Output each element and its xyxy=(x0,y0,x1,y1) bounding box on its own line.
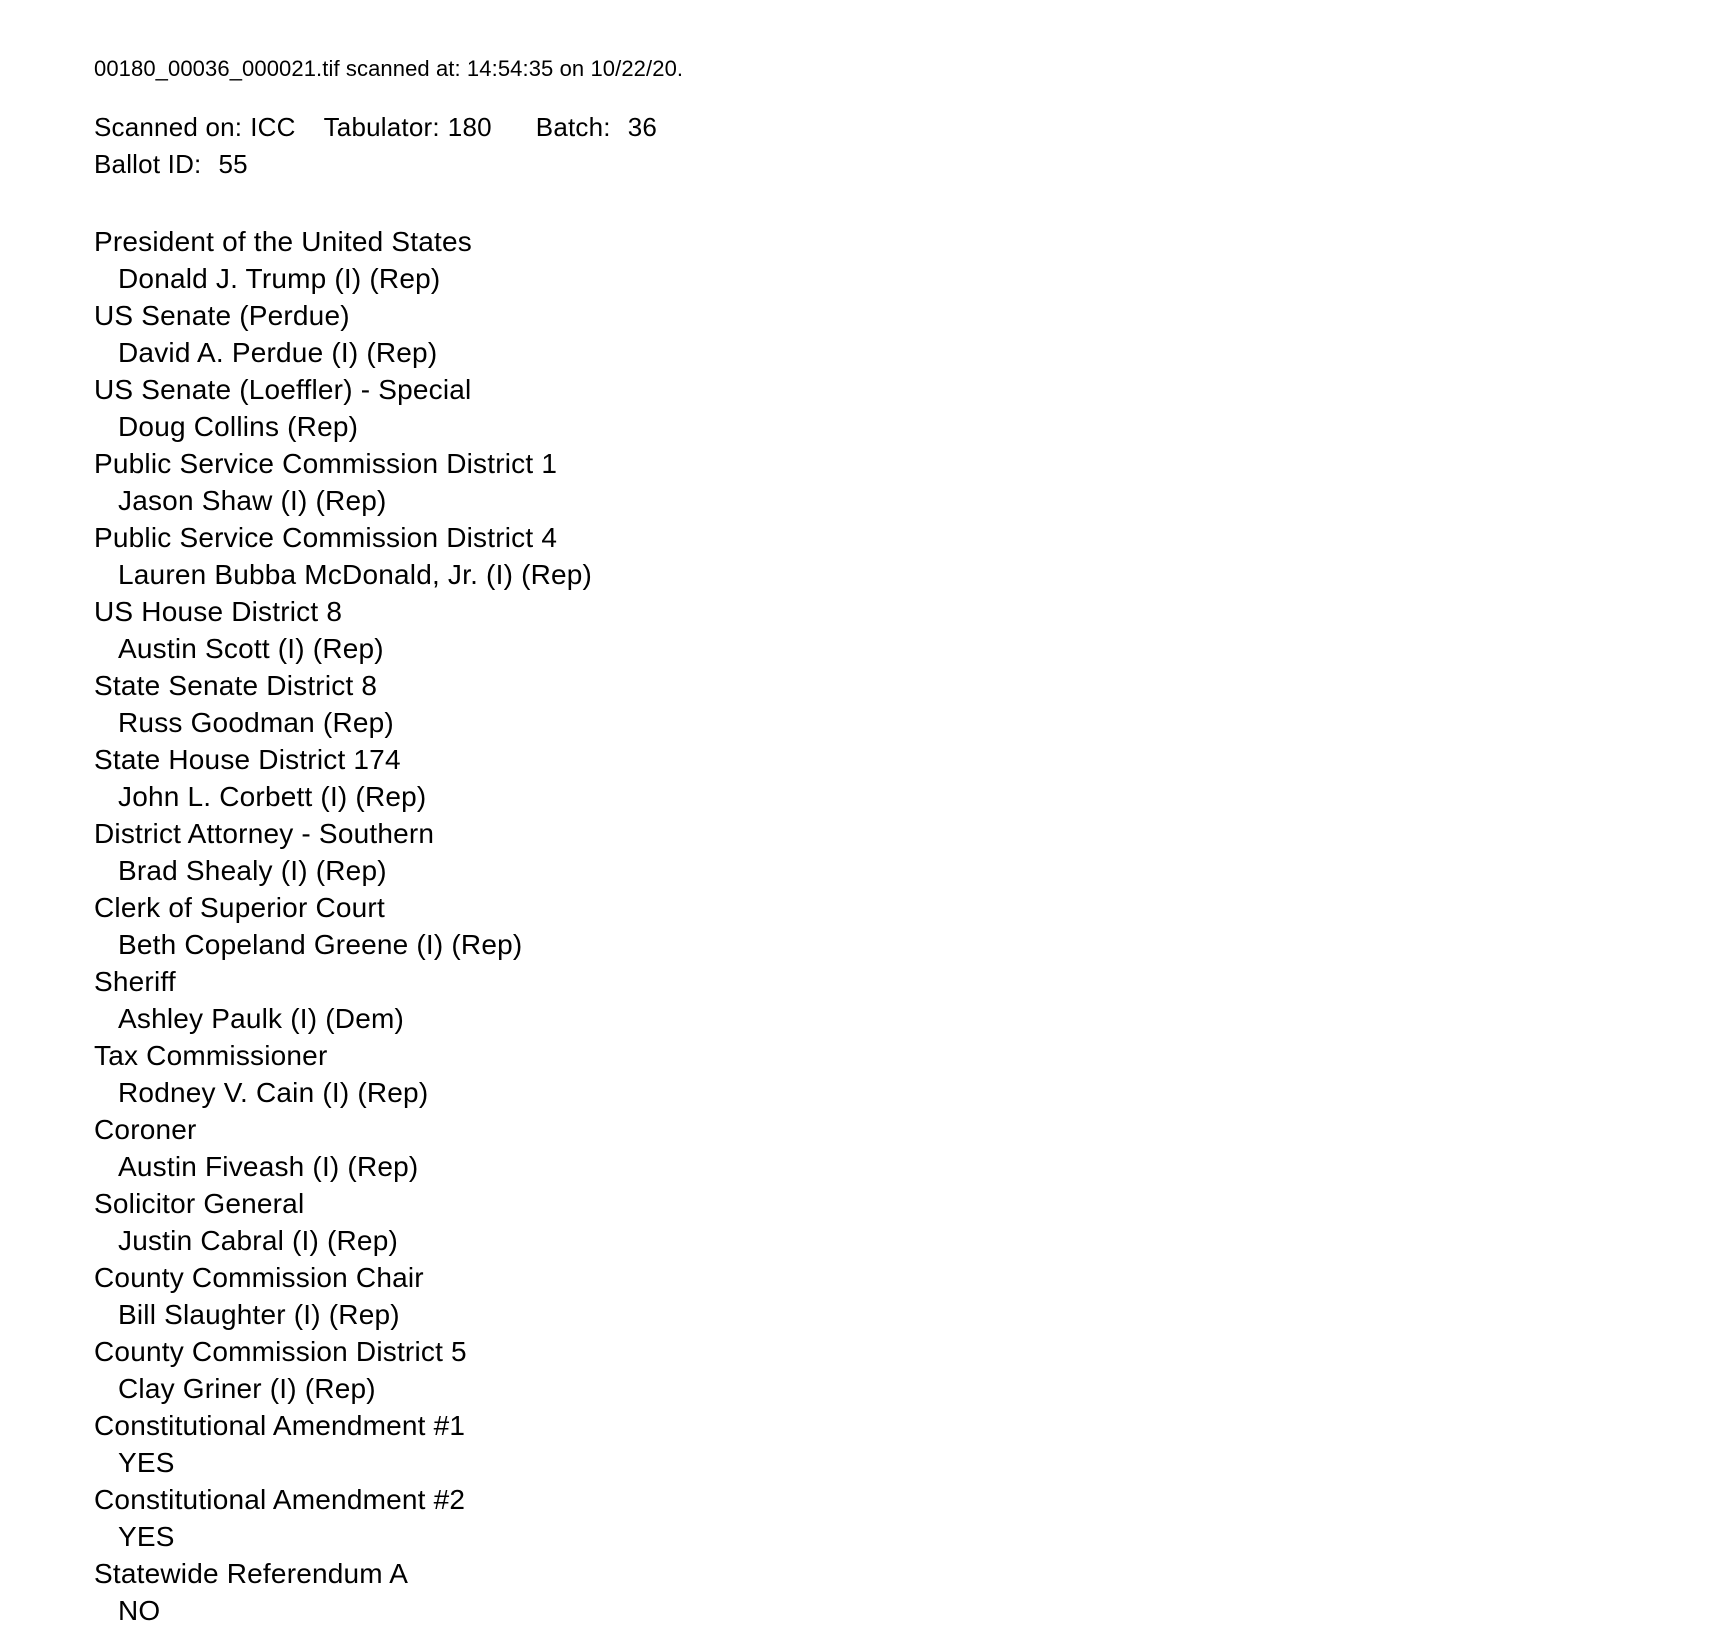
contest-title: Solicitor General xyxy=(94,1188,305,1219)
scanned-on-label: Scanned on: xyxy=(94,112,243,142)
batch-label: Batch: xyxy=(535,112,611,142)
contest-title: President of the United States xyxy=(94,226,472,257)
contest-selection: Lauren Bubba McDonald, Jr. (I) (Rep) xyxy=(118,559,593,590)
ballot-id-value: 55 xyxy=(218,149,248,179)
tabulator-value: 180 xyxy=(447,112,492,142)
contest-title: District Attorney - Southern xyxy=(94,818,435,849)
contest-title: State Senate District 8 xyxy=(94,670,378,701)
contest-title: Public Service Commission District 1 xyxy=(94,448,558,479)
contest-selection: Doug Collins (Rep) xyxy=(118,411,359,442)
contest-title: State House District 174 xyxy=(94,744,401,775)
contest-title: US Senate (Loeffler) - Special xyxy=(94,374,472,405)
batch-value: 36 xyxy=(627,112,658,142)
contest-selection: David A. Perdue (I) (Rep) xyxy=(118,337,438,368)
contest-title: Tax Commissioner xyxy=(94,1040,328,1071)
contest-title: Constitutional Amendment #2 xyxy=(94,1484,466,1515)
scanned-on-value: ICC xyxy=(250,112,296,142)
ballot-id-label: Ballot ID: xyxy=(94,149,202,179)
contest-selection: Austin Scott (I) (Rep) xyxy=(118,633,384,664)
contest-title: County Commission District 5 xyxy=(94,1336,467,1367)
ballot-id-line xyxy=(94,146,1689,183)
contest-selection: Russ Goodman (Rep) xyxy=(118,707,394,738)
contest-title: Sheriff xyxy=(94,966,176,997)
contest-title: Statewide Referendum A xyxy=(94,1558,409,1589)
contest-selection: Clay Griner (I) (Rep) xyxy=(118,1373,376,1404)
contest-selection: Beth Copeland Greene (I) (Rep) xyxy=(118,929,523,960)
contest-selection: Ashley Paulk (I) (Dem) xyxy=(118,1003,405,1034)
contest-title: Clerk of Superior Court xyxy=(94,892,385,923)
scan-filename-line: 00180_00036_000021.tif scanned at: 14:54:35 on 10/22/20. xyxy=(94,56,684,81)
contest-selection: Bill Slaughter (I) (Rep) xyxy=(118,1299,400,1330)
contest-list xyxy=(94,223,1689,1629)
contest-title: County Commission Chair xyxy=(94,1262,424,1293)
contest-selection: Austin Fiveash (I) (Rep) xyxy=(118,1151,419,1182)
contest-title: US House District 8 xyxy=(94,596,343,627)
scanned-on-pair xyxy=(94,112,296,142)
contest-title: US Senate (Perdue) xyxy=(94,300,350,331)
contest-title: Coroner xyxy=(94,1114,197,1145)
contest-title: Public Service Commission District 4 xyxy=(94,522,558,553)
contest-selection: Donald J. Trump (I) (Rep) xyxy=(118,263,441,294)
contest-selection: NO xyxy=(118,1595,161,1626)
tabulator-label: Tabulator: xyxy=(323,112,440,142)
report-content xyxy=(94,50,1689,1629)
scanner-info-line xyxy=(94,109,1689,146)
contest-selection: Rodney V. Cain (I) (Rep) xyxy=(118,1077,429,1108)
contest-selection: YES xyxy=(118,1447,175,1478)
contest-selection: Brad Shealy (I) (Rep) xyxy=(118,855,387,886)
tabulator-pair xyxy=(324,112,492,142)
contest-selection: YES xyxy=(118,1521,175,1552)
contest-title: Constitutional Amendment #1 xyxy=(94,1410,466,1441)
contest-selection: Jason Shaw (I) (Rep) xyxy=(118,485,387,516)
contest-selection: Justin Cabral (I) (Rep) xyxy=(118,1225,399,1256)
contest-selection: John L. Corbett (I) (Rep) xyxy=(118,781,427,812)
batch-pair xyxy=(536,112,657,142)
